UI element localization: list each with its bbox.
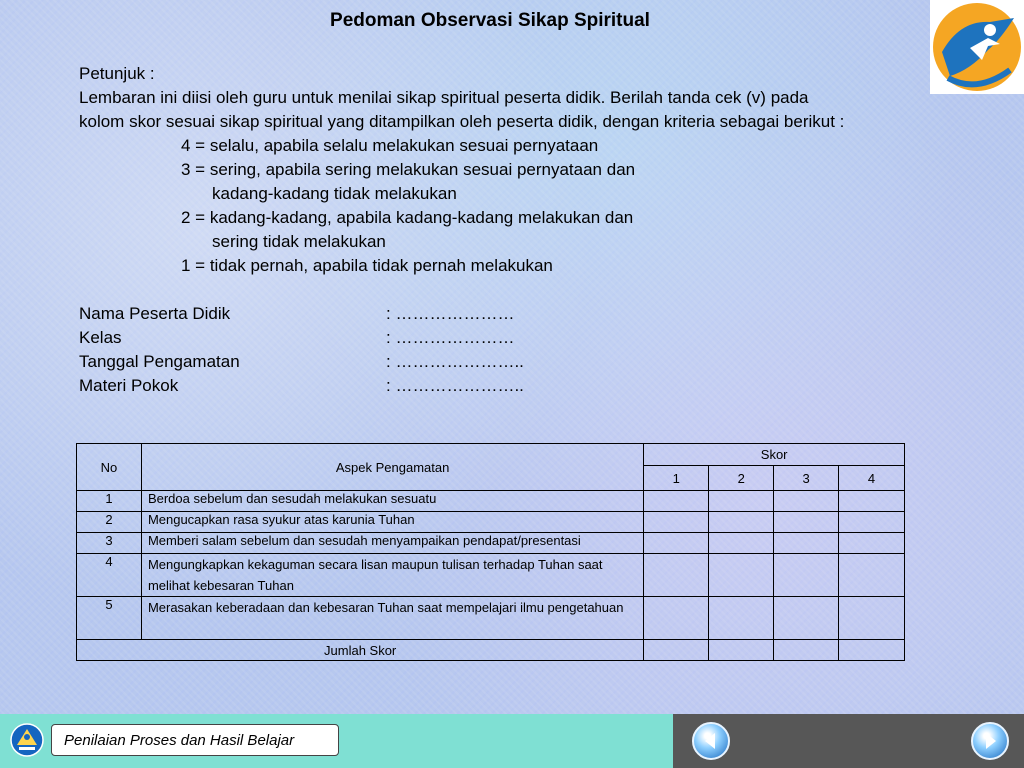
row-no: 5 <box>77 597 142 640</box>
next-arrow-icon <box>973 724 1007 758</box>
criteria-3-cont: kadang-kadang tidak melakukan <box>212 184 457 203</box>
score-cell[interactable] <box>774 640 839 661</box>
score-cell[interactable] <box>774 512 839 533</box>
score-cell[interactable] <box>774 554 839 597</box>
score-cell[interactable] <box>644 554 709 597</box>
field-label-nama: Nama Peserta Didik <box>79 304 231 323</box>
prev-arrow-icon <box>694 724 728 758</box>
score-cell[interactable] <box>839 597 905 640</box>
footer-bar <box>0 714 673 768</box>
table-row <box>77 533 905 554</box>
table-row <box>77 554 905 597</box>
score-cell[interactable] <box>644 640 709 661</box>
score-cell[interactable] <box>839 554 905 597</box>
criteria-1: 1 = tidak pernah, apabila tidak pernah melakukan <box>181 256 553 275</box>
kurikulum-2013-logo <box>930 0 1024 94</box>
score-cell[interactable] <box>774 533 839 554</box>
prev-button[interactable] <box>692 722 730 760</box>
next-button[interactable] <box>971 722 1009 760</box>
row-no: 4 <box>77 554 142 597</box>
total-row <box>77 640 905 661</box>
header-aspek: Aspek Pengamatan <box>141 444 643 491</box>
field-value-materi: : ………………….. <box>386 376 524 395</box>
row-no: 2 <box>77 512 142 533</box>
score-cell[interactable] <box>839 640 905 661</box>
header-score-3: 3 <box>774 466 839 491</box>
instructions-line-1: Lembaran ini diisi oleh guru untuk menilai sikap spiritual peserta didik. Berilah tanda cek (v) pada <box>79 88 809 107</box>
score-cell[interactable] <box>709 512 774 533</box>
field-value-nama: : ………………… <box>386 304 515 323</box>
row-aspek: Merasakan keberadaan dan kebesaran Tuhan saat mempelajari ilmu pengetahuan <box>141 597 643 640</box>
score-cell[interactable] <box>709 554 774 597</box>
score-cell[interactable] <box>839 533 905 554</box>
observation-table <box>76 443 905 661</box>
row-aspek: Mengungkapkan kekaguman secara lisan maupun tulisan terhadap Tuhan saat melihat kebesaran Tuhan <box>141 554 643 597</box>
score-cell[interactable] <box>644 533 709 554</box>
row-aspek: Mengucapkan rasa syukur atas karunia Tuhan <box>141 512 643 533</box>
footer-nav <box>673 714 1024 768</box>
score-cell[interactable] <box>709 640 774 661</box>
table-row <box>77 512 905 533</box>
score-cell[interactable] <box>839 491 905 512</box>
row-no: 1 <box>77 491 142 512</box>
total-label: Jumlah Skor <box>77 640 644 661</box>
score-cell[interactable] <box>644 512 709 533</box>
row-aspek: Memberi salam sebelum dan sesudah menyampaikan pendapat/presentasi <box>141 533 643 554</box>
score-cell[interactable] <box>709 597 774 640</box>
criteria-4: 4 = selalu, apabila selalu melakukan sesuai pernyataan <box>181 136 599 155</box>
footer-title: Penilaian Proses dan Hasil Belajar <box>51 724 339 756</box>
table-row <box>77 491 905 512</box>
criteria-2-cont: sering tidak melakukan <box>212 232 386 251</box>
field-label-materi: Materi Pokok <box>79 376 179 395</box>
field-label-tanggal: Tanggal Pengamatan <box>79 352 240 371</box>
field-value-kelas: : ………………… <box>386 328 515 347</box>
field-value-tanggal: : ………………….. <box>386 352 524 371</box>
score-cell[interactable] <box>839 512 905 533</box>
tut-wuri-logo-icon <box>10 723 44 757</box>
score-cell[interactable] <box>644 491 709 512</box>
criteria-2: 2 = kadang-kadang, apabila kadang-kadang melakukan dan <box>181 208 634 227</box>
header-score-2: 2 <box>709 466 774 491</box>
row-aspek: Berdoa sebelum dan sesudah melakukan sesuatu <box>141 491 643 512</box>
page-title: Pedoman Observasi Sikap Spiritual <box>330 10 650 31</box>
header-score-4: 4 <box>839 466 905 491</box>
header-no: No <box>77 444 142 491</box>
instructions-heading: Petunjuk : <box>79 64 155 83</box>
field-label-kelas: Kelas <box>79 328 122 347</box>
table-row <box>77 597 905 640</box>
header-score-1: 1 <box>644 466 709 491</box>
row-no: 3 <box>77 533 142 554</box>
header-skor: Skor <box>644 444 905 466</box>
instructions-line-2: kolom skor sesuai sikap spiritual yang ditampilkan oleh peserta didik, dengan kriteria sebagai berikut : <box>79 112 845 131</box>
score-cell[interactable] <box>709 491 774 512</box>
criteria-3: 3 = sering, apabila sering melakukan sesuai pernyataan dan <box>181 160 636 179</box>
score-cell[interactable] <box>774 597 839 640</box>
score-cell[interactable] <box>709 533 774 554</box>
score-cell[interactable] <box>774 491 839 512</box>
score-cell[interactable] <box>644 597 709 640</box>
